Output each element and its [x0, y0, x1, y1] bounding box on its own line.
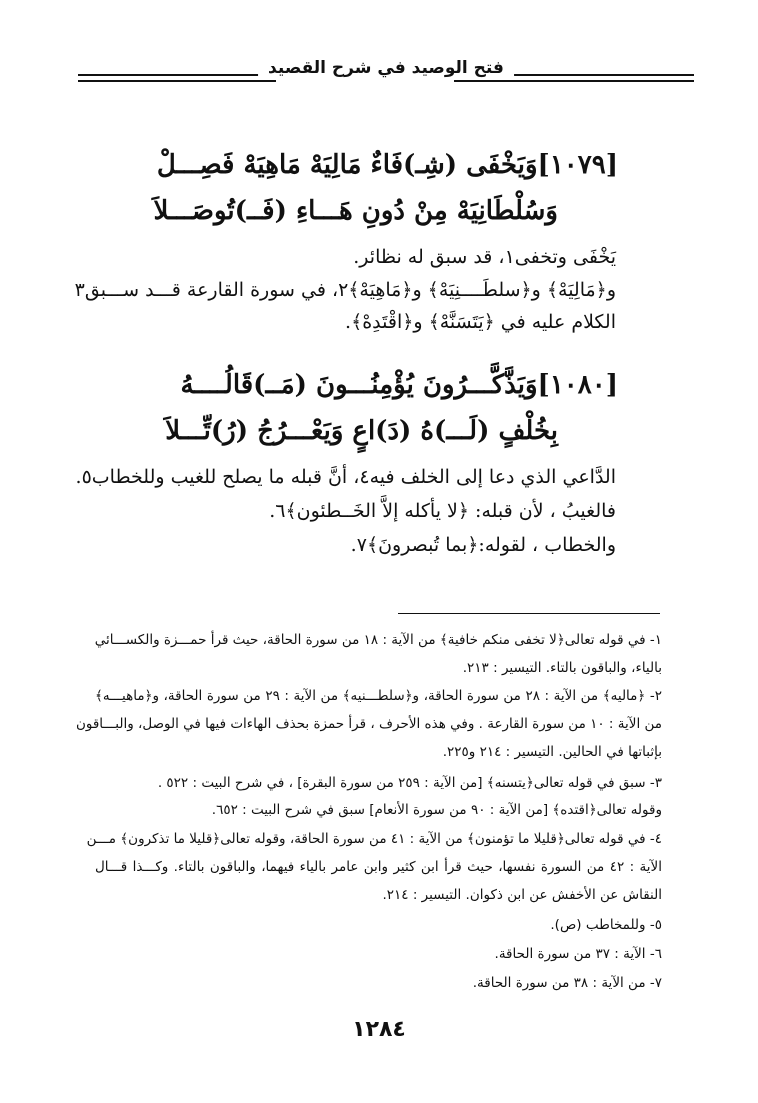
commentary-line: و﴿مَالِيَهْ﴾ و﴿سلطَــــنِيَهْ﴾ و﴿مَاهِيَهْ﴾٢، في سورة القارعة قـــد ســـبق٣ — [74, 279, 616, 301]
footnote-5: ٥- وللمخاطب (ص). — [550, 917, 662, 933]
running-header — [78, 58, 694, 92]
footnote-6: ٦- الآية : ٣٧ من سورة الحاقة. — [494, 946, 662, 962]
header-rule-left — [78, 74, 276, 82]
footnote-2-cont: بإثباتها في الحالين. التيسير : ٢١٤ و٢٢٥. — [442, 744, 662, 760]
footnote-3: ٣- سبق في قوله تعالى﴿يتسنه﴾ [من الآية : ٢٥٩ من سورة البقرة] ، في شرح البيت : ٥٢٢ . — [157, 775, 662, 791]
footnote-separator — [398, 613, 660, 614]
footnote-3-cont: وقوله تعالى﴿اقتده﴾ [من الآية : ٩٠ من سورة الأنعام] سبق في شرح البيت : ٦٥٢. — [211, 802, 662, 818]
verse-1079-line-1 — [157, 150, 618, 180]
verse-1080-line-2: بِخُلْفٍ (لَـــ)هُ (دَ)اعٍ وَيَعْـــرُجُ (رُ)تِّـــلاَ — [165, 416, 558, 446]
footnote-4-cont: الآية : ٤٢ من السورة نفسها، حيث قرأ ابن كثير وابن عامر بالياء فيهما، والباقون بالتاء. وكـــذا قـــال — [95, 859, 662, 875]
verse-number-1080: [١٠٨٠] — [537, 370, 618, 400]
commentary-line: فالغيبُ ، لأن قبله: ﴿لا يأكله إلاَّ الخَــطئون﴾٦. — [269, 500, 616, 522]
footnote-4-cont: النقاش عن الأخفش عن ابن ذكوان. التيسير : ٢١٤. — [382, 887, 662, 903]
footnote-2-cont: من الآية : ١٠ من سورة القارعة . وفي هذه الأحرف ، قرأ حمزة بحذف الهاءات فيها في الوصل، والبـــاقون — [75, 716, 662, 732]
verse-1079-text-1: وَيَخْفَى (شِـ)فَاءٌ مَالِيَهْ مَاهِيَهْ فَصِـــلْ — [156, 150, 538, 180]
footnote-1: ١- في قوله تعالى﴿لا تخفى منكم خافية﴾ من الآية : ١٨ من سورة الحاقة، حيث قرأ حمـــزة والكســـائي — [94, 632, 662, 648]
commentary-line: يَخْفَى وتخفى١، قد سبق له نظائر. — [353, 246, 616, 268]
commentary-line: والخطاب ، لقوله:﴿بما تُبصرونَ﴾٧. — [350, 534, 616, 556]
verse-1080-text-1: وَيَذَّكَّـــرُونَ يُؤْمِنُـــونَ (مَــ)قَالُــــهُ — [180, 370, 538, 400]
footnote-4: ٤- في قوله تعالى﴿قليلا ما تؤمنون﴾ من الآية : ٤١ من سورة الحاقة، وقوله تعالى﴿قليلا ما تذكرون﴾ مـــن — [86, 831, 662, 847]
footnote-2: ٢- ﴿ماليه﴾ من الآية : ٢٨ من سورة الحاقة، و﴿سلطـــنيه﴾ من الآية : ٢٩ من سورة الحاقة، و﴿ماهيـــه﴾ — [95, 688, 663, 704]
page-number: ١٢٨٤ — [352, 1017, 406, 1042]
verse-1079-line-2: وَسُلْطَانِيَهْ مِنْ دُونِ هَـــاءِ (فَــ)تُوصَـــلاَ — [153, 196, 558, 226]
book-title: فتح الوصيد في شرح القصيد — [258, 58, 514, 78]
commentary-line: الدَّاعي الذي دعا إلى الخلف فيه٤، أنَّ قبله ما يصلح للغيب وللخطاب٥. — [75, 466, 616, 488]
verse-1080-line-1 — [180, 370, 618, 400]
footnote-7: ٧- من الآية : ٣٨ من سورة الحاقة. — [472, 975, 662, 991]
footnote-1-cont: بالياء، والباقون بالتاء. التيسير : ٢١٣. — [462, 660, 662, 676]
commentary-line: الكلام عليه في ﴿يَتَسَنَّهْ﴾ و﴿اقْتَدِهْ﴾. — [345, 311, 616, 333]
verse-number-1079: [١٠٧٩] — [537, 150, 618, 180]
